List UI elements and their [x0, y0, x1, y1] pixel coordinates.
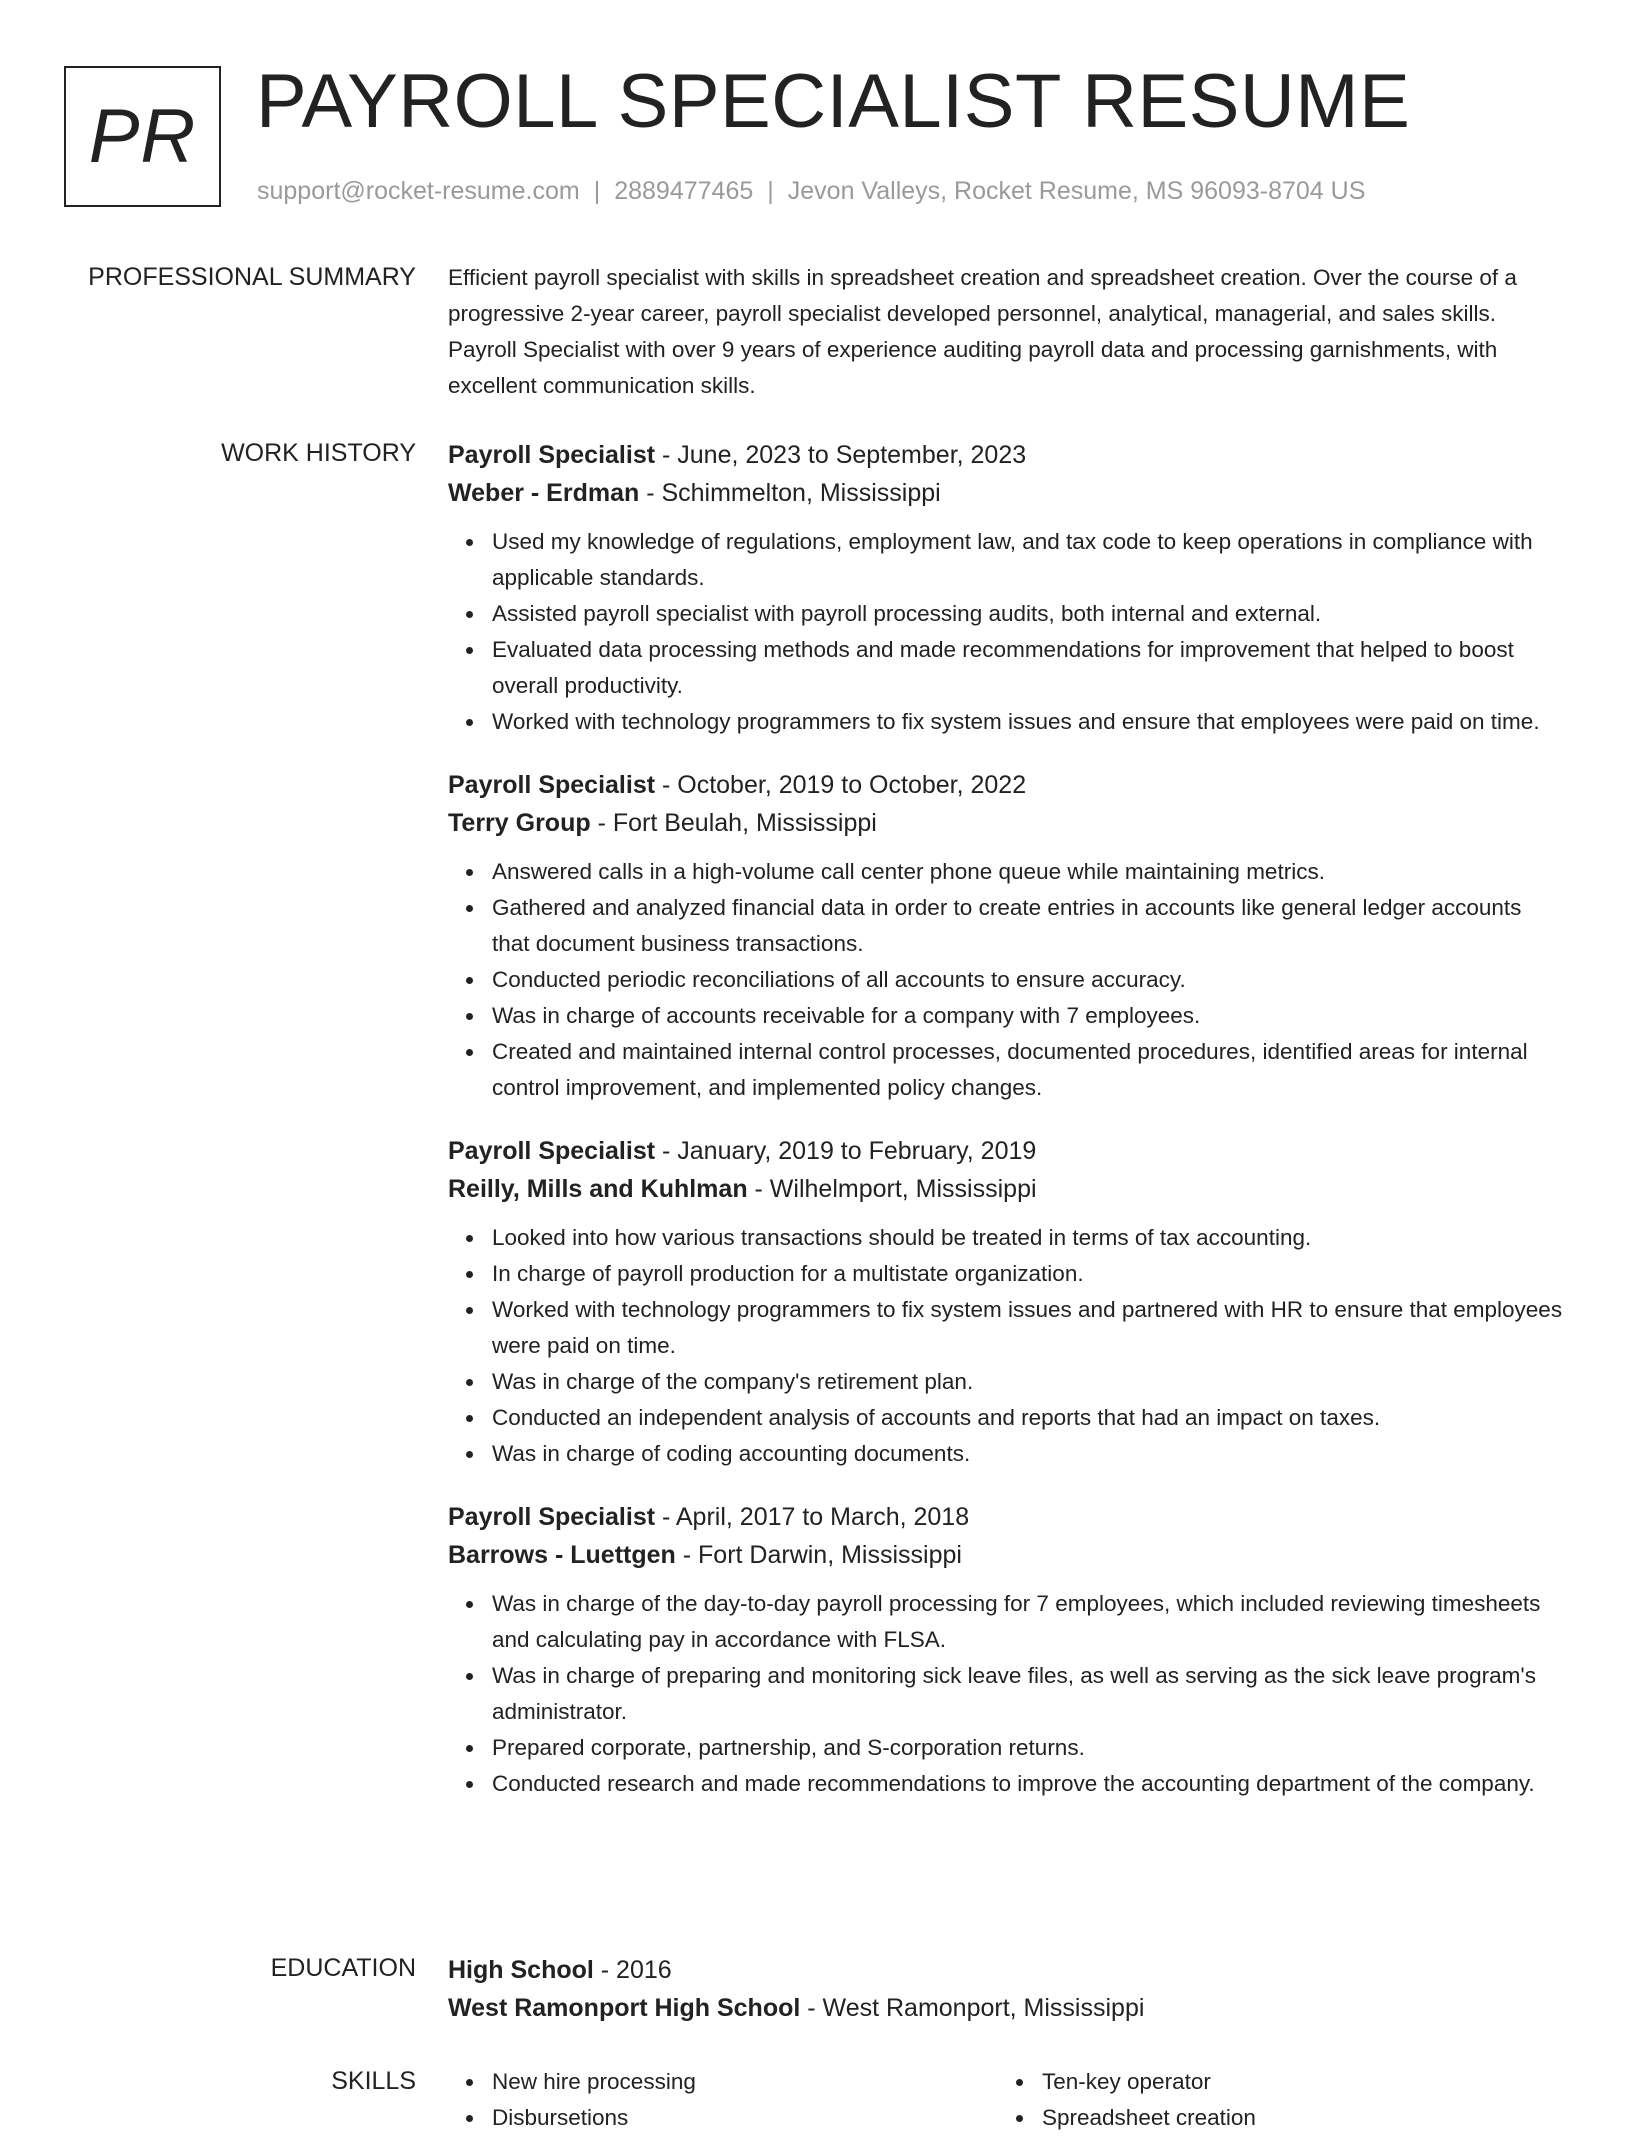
- job-location: - Fort Beulah, Mississippi: [590, 809, 877, 837]
- job-entry: [448, 766, 1563, 1106]
- job-title-line: [448, 1132, 1563, 1170]
- skills-list: [448, 2064, 998, 2136]
- job-company-line: [448, 1536, 1563, 1574]
- list-item: Was in charge of the day-to-day payroll processing for 7 employees, which included reviewing timesheets and calculating pay in accordance with FLSA.: [492, 1586, 1563, 1658]
- list-item: Conducted an independent analysis of accounts and reports that had an impact on taxes.: [492, 1400, 1563, 1436]
- contact-separator: |: [593, 177, 601, 205]
- section-label-education: EDUCATION: [270, 1954, 416, 1982]
- summary-text: Efficient payroll specialist with skills in spreadsheet creation and spreadsheet creation. Over the course of a progressive 2-year career, payroll specialist developed personnel, analytical, managerial, and sales skills. Payroll Specialist with over 9 years of experience auditing payroll data and processing garnishments, with excellent communication skills.: [448, 265, 1517, 398]
- job-company: Terry Group: [448, 809, 591, 837]
- job-bullets: [448, 524, 1563, 740]
- job-location: - Fort Darwin, Mississippi: [675, 1541, 962, 1569]
- section-label-summary: PROFESSIONAL SUMMARY: [88, 263, 416, 291]
- monogram: PR: [64, 66, 221, 207]
- list-item: Prepared corporate, partnership, and S-corporation returns.: [492, 1730, 1563, 1766]
- education-degree: High School: [448, 1956, 594, 1984]
- section-label-work-history: WORK HISTORY: [221, 439, 416, 467]
- contact-address: Jevon Valleys, Rocket Resume, MS 96093-8704 US: [787, 177, 1366, 205]
- list-item: Conducted research and made recommendations to improve the accounting department of the company.: [492, 1766, 1563, 1802]
- job-bullets: [448, 1586, 1563, 1802]
- job-company-line: [448, 474, 1563, 512]
- education-school: West Ramonport High School: [448, 1994, 801, 2022]
- job-bullets: [448, 1220, 1563, 1472]
- list-item: Was in charge of preparing and monitoring sick leave files, as well as serving as the sick leave program's administrator.: [492, 1658, 1563, 1730]
- job-company-line: [448, 804, 1563, 842]
- list-item: Answered calls in a high-volume call center phone queue while maintaining metrics.: [492, 854, 1563, 890]
- job-title: Payroll Specialist: [448, 771, 656, 799]
- job-location: - Wilhelmport, Mississippi: [747, 1175, 1037, 1203]
- skills-column-left: [448, 2064, 998, 2136]
- list-item: Was in charge of coding accounting documents.: [492, 1436, 1563, 1472]
- job-title-line: [448, 436, 1563, 474]
- section-label-skills: SKILLS: [331, 2067, 416, 2095]
- list-item: Was in charge of accounts receivable for a company with 7 employees.: [492, 998, 1563, 1034]
- skill-item: New hire processing: [492, 2064, 998, 2100]
- work-history-body: [448, 436, 1563, 1828]
- job-title: Payroll Specialist: [448, 1503, 656, 1531]
- list-item: Assisted payroll specialist with payroll processing audits, both internal and external.: [492, 596, 1563, 632]
- job-dates: - April, 2017 to March, 2018: [655, 1503, 970, 1531]
- contact-email[interactable]: support@rocket-resume.com: [257, 177, 580, 205]
- list-item: Was in charge of the company's retirement plan.: [492, 1364, 1563, 1400]
- education-degree-line: [448, 1951, 1563, 1989]
- skill-item: Spreadsheet creation: [1042, 2100, 1548, 2136]
- job-company-line: [448, 1170, 1563, 1208]
- contact-line: [257, 174, 1365, 208]
- job-company: Reilly, Mills and Kuhlman: [448, 1175, 748, 1203]
- job-dates: - June, 2023 to September, 2023: [655, 441, 1027, 469]
- job-bullets: [448, 854, 1563, 1106]
- job-company: Weber - Erdman: [448, 479, 640, 507]
- list-item: Worked with technology programmers to fix system issues and ensure that employees were paid on time.: [492, 704, 1563, 740]
- list-item: In charge of payroll production for a multistate organization.: [492, 1256, 1563, 1292]
- job-title-line: [448, 766, 1563, 804]
- job-title-line: [448, 1498, 1563, 1536]
- page-title: PAYROLL SPECIALIST RESUME: [256, 59, 1411, 144]
- contact-phone[interactable]: 2889477465: [614, 177, 754, 205]
- job-entry: [448, 436, 1563, 740]
- skill-item: Disbursetions: [492, 2100, 998, 2136]
- education-school-line: [448, 1989, 1563, 2027]
- job-title: Payroll Specialist: [448, 1137, 656, 1165]
- job-dates: - October, 2019 to October, 2022: [655, 771, 1027, 799]
- job-entry: [448, 1498, 1563, 1802]
- list-item: Looked into how various transactions should be treated in terms of tax accounting.: [492, 1220, 1563, 1256]
- list-item: Conducted periodic reconciliations of all accounts to ensure accuracy.: [492, 962, 1563, 998]
- list-item: Worked with technology programmers to fix system issues and partnered with HR to ensure that employees were paid on time.: [492, 1292, 1563, 1364]
- job-title: Payroll Specialist: [448, 441, 656, 469]
- list-item: Evaluated data processing methods and made recommendations for improvement that helped to boost overall productivity.: [492, 632, 1563, 704]
- skills-column-right: [998, 2064, 1548, 2136]
- job-dates: - January, 2019 to February, 2019: [655, 1137, 1037, 1165]
- job-company: Barrows - Luettgen: [448, 1541, 676, 1569]
- education-year: - 2016: [593, 1956, 672, 1984]
- skill-item: Ten-key operator: [1042, 2064, 1548, 2100]
- job-entry: [448, 1132, 1563, 1472]
- skills-list: [998, 2064, 1548, 2136]
- contact-separator: |: [767, 177, 774, 205]
- list-item: Created and maintained internal control processes, documented procedures, identified areas for internal control improvement, and implemented policy changes.: [492, 1034, 1563, 1106]
- education-location: - West Ramonport, Mississippi: [800, 1994, 1145, 2022]
- summary-body: [448, 260, 1563, 404]
- skills-body: [448, 2064, 1563, 2136]
- skills-columns: [448, 2064, 1563, 2136]
- job-location: - Schimmelton, Mississippi: [639, 479, 941, 507]
- education-body: [448, 1951, 1563, 2027]
- list-item: Gathered and analyzed financial data in order to create entries in accounts like general ledger accounts that document business transactions.: [492, 890, 1563, 962]
- list-item: Used my knowledge of regulations, employment law, and tax code to keep operations in compliance with applicable standards.: [492, 524, 1563, 596]
